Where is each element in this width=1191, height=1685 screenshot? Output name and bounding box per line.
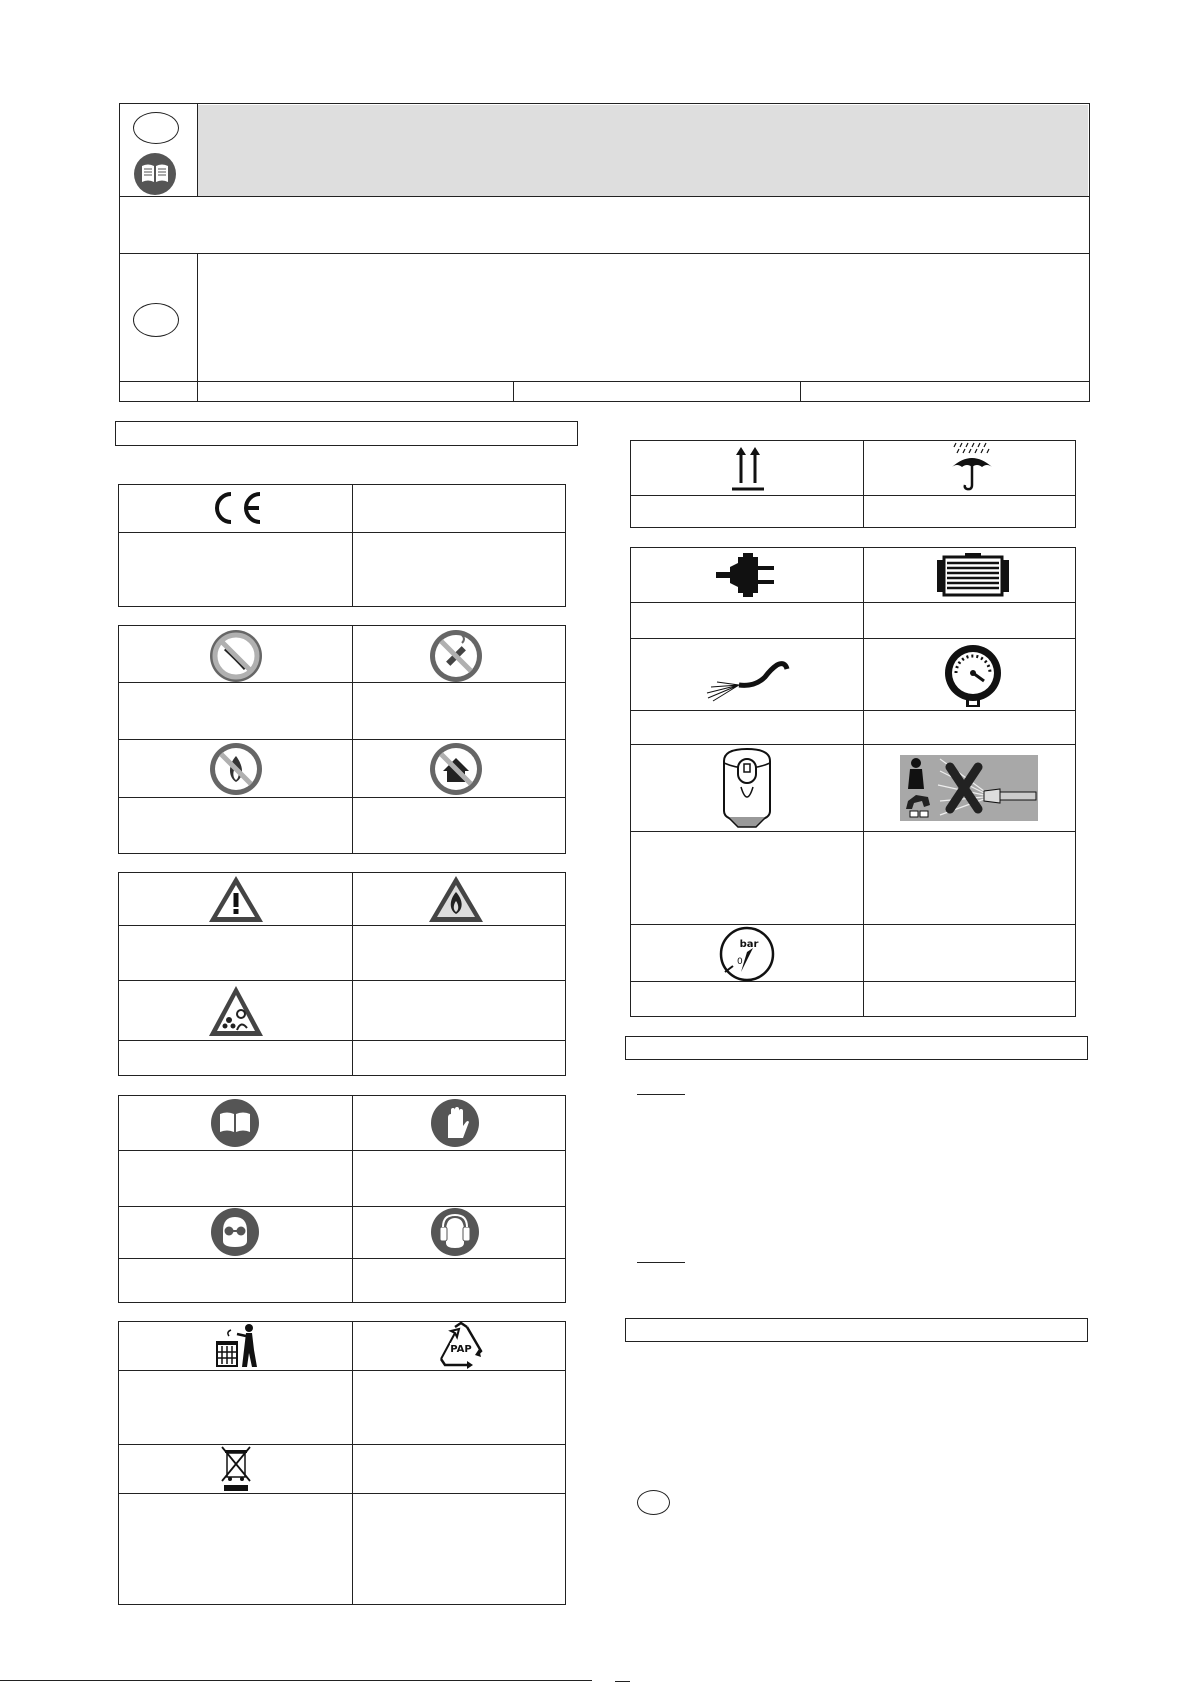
no-smoking-icon xyxy=(429,629,483,683)
table-divider xyxy=(118,682,566,683)
header-divider xyxy=(119,196,1090,197)
section-heading-box xyxy=(115,421,578,446)
table-divider xyxy=(863,440,864,528)
warning-table xyxy=(118,872,566,1076)
bar-pressure-dial-icon xyxy=(719,926,775,982)
read-manual-icon xyxy=(133,152,177,196)
wear-eye-protection-icon xyxy=(210,1207,260,1257)
table-divider xyxy=(630,981,1076,982)
underline-mark xyxy=(637,1094,685,1095)
prohibition-table xyxy=(118,625,566,854)
mandatory-table xyxy=(118,1095,566,1303)
underline-mark xyxy=(637,1262,685,1263)
table-divider xyxy=(118,1150,566,1151)
header-divider xyxy=(800,381,801,402)
weee-crossed-bin-icon xyxy=(218,1445,254,1493)
table-divider xyxy=(118,797,566,798)
table-frame xyxy=(118,872,566,1076)
table-divider xyxy=(630,831,1076,832)
table-divider xyxy=(630,638,1076,639)
section-heading-box xyxy=(625,1036,1088,1060)
table-frame xyxy=(118,484,566,607)
table-divider xyxy=(118,980,566,981)
no-spray-at-people-icon xyxy=(900,755,1038,821)
disposal-table xyxy=(118,1321,566,1605)
language-badge xyxy=(637,1490,670,1515)
language-badge xyxy=(133,112,179,144)
table-divider xyxy=(352,1321,353,1605)
table-divider xyxy=(863,547,864,1017)
table-divider xyxy=(118,1444,566,1445)
table-divider xyxy=(118,1206,566,1207)
table-frame xyxy=(118,1321,566,1605)
page-number-mark xyxy=(615,1681,630,1682)
flammable-warning-icon xyxy=(427,874,485,924)
general-warning-icon xyxy=(207,874,265,924)
table-divider xyxy=(352,872,353,1076)
header-block xyxy=(119,103,1090,402)
no-spray-icon xyxy=(209,629,263,683)
language-badge xyxy=(133,303,179,337)
section-heading-box xyxy=(625,1318,1088,1342)
table-divider xyxy=(352,484,353,607)
ce-table xyxy=(118,484,566,607)
gauge-zero-label: 0 xyxy=(737,957,743,967)
table-divider xyxy=(352,1095,353,1303)
header-divider xyxy=(197,103,198,196)
table-divider xyxy=(118,1370,566,1371)
wear-gloves-icon xyxy=(430,1098,480,1148)
litter-bin-icon xyxy=(215,1322,259,1368)
table-frame xyxy=(118,1095,566,1303)
power-plug-icon xyxy=(714,553,778,597)
header-divider xyxy=(197,253,198,402)
gauge-unit-label: bar xyxy=(739,939,759,950)
no-indoor-use-icon xyxy=(429,742,483,796)
wear-ear-protection-icon xyxy=(430,1207,480,1257)
table-divider xyxy=(118,739,566,740)
table-frame xyxy=(630,440,1076,528)
spray-lance-icon xyxy=(705,657,793,701)
table-divider xyxy=(630,924,1076,925)
table-divider xyxy=(630,744,1076,745)
this-way-up-icon xyxy=(730,445,766,491)
table-divider xyxy=(118,532,566,533)
table-divider xyxy=(630,602,1076,603)
flying-debris-warning-icon xyxy=(207,984,265,1038)
header-divider xyxy=(119,381,1090,382)
svg-text:PAP: PAP xyxy=(450,1344,472,1355)
keep-dry-icon xyxy=(948,441,996,493)
transport-table xyxy=(630,440,1076,528)
pressure-gauge-icon xyxy=(942,643,1004,709)
table-divider xyxy=(118,1493,566,1494)
motor-icon xyxy=(935,552,1011,598)
machine-table xyxy=(630,547,1076,1017)
vacuum-canister-icon xyxy=(718,747,776,829)
table-divider xyxy=(118,1040,566,1041)
table-divider xyxy=(118,1258,566,1259)
ce-mark-icon xyxy=(210,490,264,526)
read-manual-icon xyxy=(210,1098,260,1148)
table-divider xyxy=(630,495,1076,496)
header-gray-band xyxy=(198,105,1088,196)
table-divider xyxy=(118,925,566,926)
table-divider xyxy=(630,710,1076,711)
page-footer-line xyxy=(0,1680,592,1681)
header-divider xyxy=(513,381,514,402)
no-open-flame-icon xyxy=(209,742,263,796)
recycle-paper-icon xyxy=(435,1321,487,1369)
header-divider xyxy=(119,253,1090,254)
